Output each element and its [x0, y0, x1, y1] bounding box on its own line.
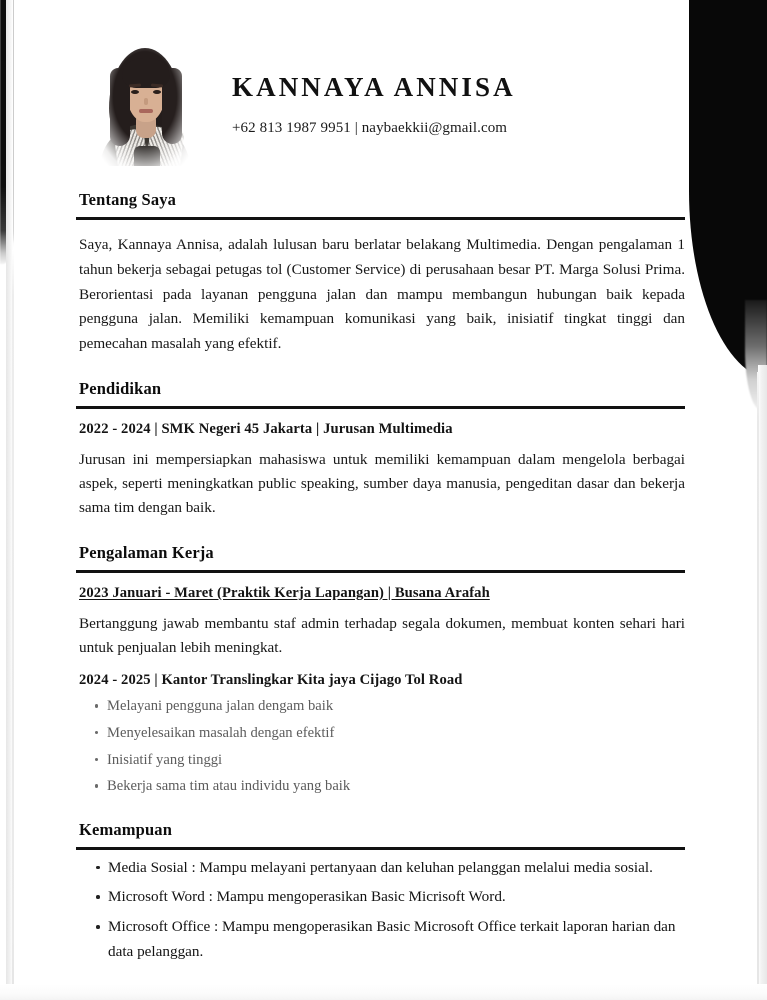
portrait-photo-icon: [96, 38, 194, 166]
section-rule-education: [76, 406, 685, 409]
section-title-about: Tentang Saya: [79, 190, 177, 209]
section-rule-experience: [76, 570, 685, 573]
section-about: [76, 190, 685, 357]
section-rule-skills: [76, 847, 685, 850]
section-title-experience: Pengalaman Kerja: [79, 542, 214, 562]
section-education: [76, 379, 685, 521]
about-paragraph: Saya, Kannaya Annisa, adalah lulusan baru berlatar belakang Multimedia. Dengan pengalaman 1 tahun bekerja sebagai petugas tol (Customer Service) di perusahaan besar PT. Marga Solusi Prima. Berorientasi pada layanan pengguna jalan dan mampu membangun hubungan baik kepada pengguna jalan. Memiliki kemampuan komunikasi yang baik, inisiatif tingkat tinggi dan pemecahan masalah yang efektif.: [79, 236, 685, 353]
list-item: Microsoft Office : Mampu mengoperasikan Basic Microsoft Office terkait laporan harian dan data pelanggan.: [76, 915, 685, 964]
list-item: Media Sosial : Mampu melayani pertanyaan dan keluhan pelanggan melalui media sosial.: [76, 856, 685, 881]
section-title-skills: Kemampuan: [79, 819, 173, 839]
skills-bullet-list: [76, 856, 685, 965]
resume-header: [76, 0, 685, 168]
section-skills: [76, 820, 685, 965]
resume-content-column: [76, 0, 685, 964]
list-item: Inisiatif yang tinggi: [76, 749, 685, 772]
contact-line: +62 813 1987 9951 | naybaekkii@gmail.com: [232, 120, 508, 137]
list-item: Microsoft Word : Mampu mengoperasikan Basic Micrisoft Word.: [76, 885, 685, 910]
experience-entry-heading: 2024 - 2025 | Kantor Translingkar Kita jaya Cijago Tol Road: [79, 672, 463, 689]
education-entry-title: 2022 - 2024 | SMK Negeri 45 Jakarta | Jurusan Multimedia: [79, 420, 453, 437]
experience-entry: [76, 672, 685, 797]
section-rule-about: [76, 217, 685, 220]
experience-entry-description: Bertanggung jawab membantu staf admin terhadap segala dokumen, membuat konten sehari hari untuk penjualan lebih meningkat.: [79, 614, 685, 657]
section-title-education: Pendidikan: [79, 378, 162, 398]
section-experience: [76, 543, 685, 798]
list-item: Bekerja sama tim atau individu yang baik: [76, 775, 685, 798]
experience-bullet-list: [76, 695, 685, 797]
avatar: [96, 38, 194, 166]
list-item: Melayani pengguna jalan dengam baik: [76, 695, 685, 718]
experience-entry-heading: 2023 Januari - Maret (Praktik Kerja Lapangan) | Busana Arafah: [79, 584, 490, 601]
education-entry-description: Jurusan ini mempersiapkan mahasiswa untuk memiliki kemampuan dalam mengelola berbagai aspek, seperti meningkatkan public speaking, sumber daya manusia, pengeditan dasar dan bekerja sama tim dengan baik.: [79, 450, 685, 517]
list-item: Menyelesaikan masalah dengan efektif: [76, 722, 685, 745]
candidate-name: KANNAYA ANNISA: [232, 71, 516, 102]
experience-entry: [76, 585, 685, 661]
header-text-block: [194, 67, 685, 138]
